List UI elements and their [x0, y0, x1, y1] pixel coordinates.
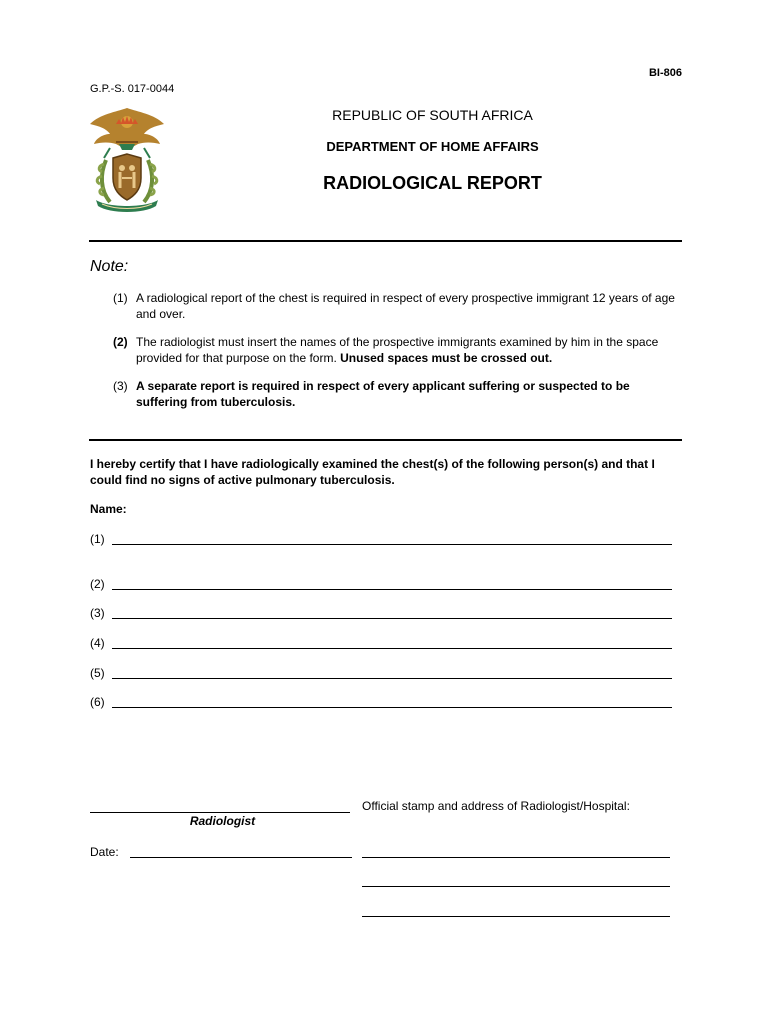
note-text-plain: The radiologist must insert the names of the prospective immigrants examined by him in the space provided for that purpose on the form. — [136, 335, 659, 365]
note-item-3 — [113, 378, 683, 410]
radiologist-signature-field[interactable] — [90, 812, 350, 813]
name-number-1: (1) — [90, 532, 105, 546]
note-number: (3) — [113, 379, 128, 393]
name-field-2[interactable] — [112, 589, 672, 590]
certification-text: I hereby certify that I have radiologically examined the chest(s) of the following person(s) and that I could find no signs of active pulmonary tuberculosis. — [90, 457, 655, 487]
note-item-1 — [113, 290, 683, 322]
date-field[interactable] — [130, 857, 352, 858]
name-number-3: (3) — [90, 606, 105, 620]
note-text — [136, 334, 683, 366]
name-field-1[interactable] — [112, 544, 672, 545]
name-field-6[interactable] — [112, 707, 672, 708]
middle-divider — [89, 439, 682, 441]
note-heading: Note: — [90, 258, 129, 275]
note-number: (1) — [113, 291, 128, 305]
stamp-address-field-1[interactable] — [362, 857, 670, 858]
form-code: BI-806 — [648, 67, 682, 79]
note-item-2 — [113, 334, 683, 366]
gps-number: G.P.-S. 017-0044 — [90, 83, 175, 95]
country-name: REPUBLIC OF SOUTH AFRICA — [332, 107, 533, 123]
coat-of-arms-icon — [86, 104, 168, 214]
name-field-3[interactable] — [112, 618, 672, 619]
name-field-4[interactable] — [112, 648, 672, 649]
department-name: DEPARTMENT OF HOME AFFAIRS — [326, 139, 539, 154]
name-number-6: (6) — [90, 695, 105, 709]
radiologist-label: Radiologist — [189, 814, 256, 828]
stamp-address-field-2[interactable] — [362, 886, 670, 887]
name-number-2: (2) — [90, 577, 105, 591]
date-label: Date: — [90, 845, 119, 859]
note-number: (2) — [113, 335, 128, 349]
note-text: A radiological report of the chest is required in respect of every prospective immigrant 12 years of age and over. — [136, 291, 675, 321]
name-number-4: (4) — [90, 636, 105, 650]
top-divider — [89, 240, 682, 242]
note-text: A separate report is required in respect of every applicant suffering or suspected to be suffering from tuberculosis. — [136, 379, 630, 409]
note-text-bold: Unused spaces must be crossed out. — [340, 351, 553, 365]
stamp-address-field-3[interactable] — [362, 916, 670, 917]
name-heading: Name: — [90, 502, 127, 516]
name-field-5[interactable] — [112, 678, 672, 679]
name-number-5: (5) — [90, 666, 105, 680]
page-title: RADIOLOGICAL REPORT — [323, 173, 542, 193]
stamp-label: Official stamp and address of Radiologist/Hospital: — [362, 799, 630, 813]
